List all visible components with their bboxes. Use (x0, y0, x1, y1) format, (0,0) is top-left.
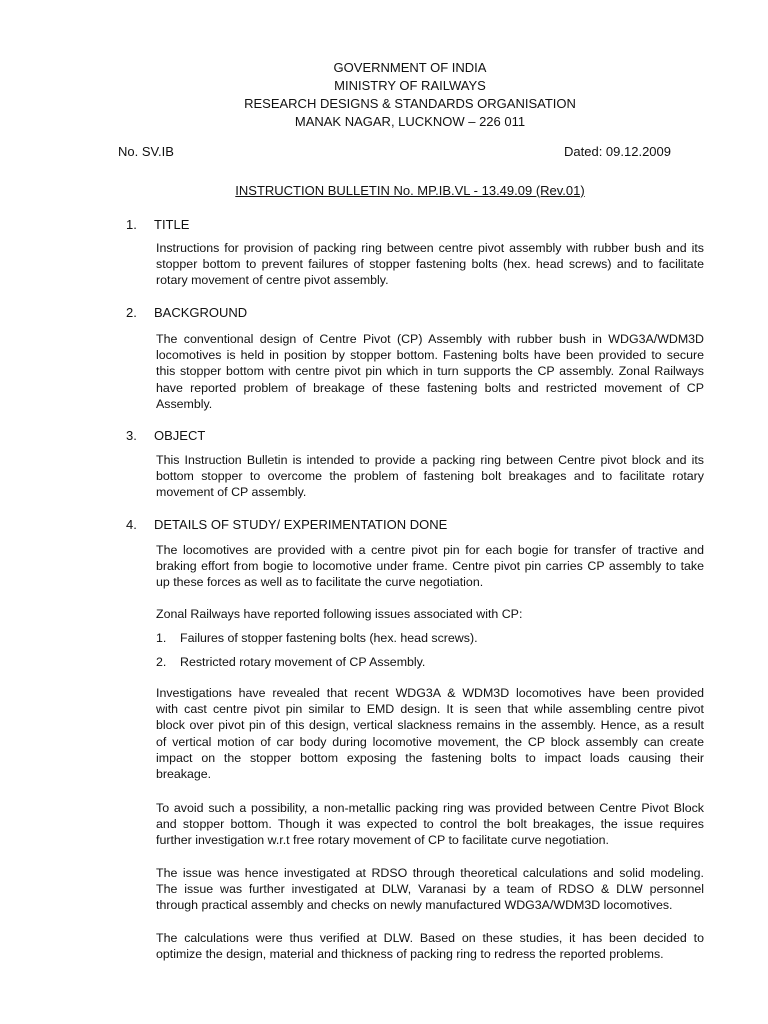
paragraph-line: Assembly. (156, 396, 213, 411)
section-object-body (156, 452, 704, 501)
paragraph-line: The calculations were thus verified at DLW. Based on these studies, it has been decided to (156, 931, 704, 945)
zonal-railways-intro (156, 606, 704, 622)
letterhead-line-address: MANAK NAGAR, LUCKNOW – 226 011 (294, 114, 526, 129)
section-heading-text: BACKGROUND (154, 305, 248, 320)
issue-list-item (156, 654, 425, 670)
section-heading-background (126, 305, 247, 321)
paragraph-line: breakage. (156, 767, 212, 782)
letterhead-line-ministry: MINISTRY OF RAILWAYS (334, 78, 486, 93)
paragraph-line: braking effort from bogie to locomotive under frame. Centre pivot pin carries CP assembly to take (156, 559, 704, 574)
paragraph-line: This Instruction Bulletin is intended to provide a packing ring between Centre pivot block and its (156, 453, 704, 467)
section-number: 2. (126, 305, 137, 320)
section-background-body (156, 331, 704, 412)
paragraph-line: optimize the design, material and thickness of packing ring to redress the reported problems. (156, 947, 664, 962)
letterhead (0, 59, 768, 131)
paragraph-line: with cast centre pivot pin similar to EMD design. It is seen that while assembling centre pivot (156, 702, 704, 717)
reference-number: No. SV.IB (118, 144, 174, 159)
paragraph-line: block over pivot pin of this design, vertical slackness remains in the assembly. Hence, as a result (156, 718, 704, 733)
bulletin-title: INSTRUCTION BULLETIN No. MP.IB.VL - 13.49.09 (Rev.01) (235, 183, 585, 198)
issue-number: 1. (156, 631, 167, 645)
letterhead-line-government: GOVERNMENT OF INDIA (333, 60, 487, 75)
paragraph-line: this stopper bottom with centre pivot pin which in turn supports the CP assembly. Zonal Railways (156, 364, 704, 379)
paragraph-line: The issue was further investigated at DLW, Varanasi by a team of RDSO & DLW personnel (156, 882, 704, 897)
section-heading-text: TITLE (154, 217, 190, 232)
packing-ring-paragraph (156, 800, 704, 849)
paragraph-line: Instructions for provision of packing ring between centre pivot assembly with rubber bush and its (156, 241, 704, 255)
paragraph-line: rotary movement of centre pivot assembly. (156, 273, 389, 288)
paragraph-line: The locomotives are provided with a centre pivot pin for each bogie for transfer of tractive and (156, 543, 704, 557)
paragraph-line: bottom stopper to overcome the problem of fastening bolt breakages and to facilitate rotary (156, 469, 704, 484)
investigation-paragraph (156, 685, 704, 782)
section-details-body (156, 542, 704, 591)
paragraph-line: The conventional design of Centre Pivot (CP) Assembly with rubber bush in WDG3A/WDM3D (156, 332, 704, 346)
issue-list-item (156, 630, 478, 646)
section-heading-object (126, 428, 205, 444)
issue-text: Restricted rotary movement of CP Assembly. (180, 655, 426, 669)
paragraph-line: impact on the stopper bottom exposing the fastening bolts to impact loads causing their (156, 750, 704, 765)
paragraph-line: of vertical motion of car body during locomotive movement, the CP block assembly can create (156, 734, 704, 749)
paragraph-line: Zonal Railways have reported following issues associated with CP: (156, 607, 523, 621)
paragraph-line: movement of CP assembly. (156, 485, 307, 500)
section-number: 4. (126, 517, 137, 532)
rdso-investigation-paragraph (156, 865, 704, 914)
issue-text: Failures of stopper fastening bolts (hex. head screws). (180, 631, 478, 645)
section-number: 1. (126, 217, 137, 232)
paragraph-line: The issue was hence investigated at RDSO through theoretical calculations and solid modeling. (156, 866, 704, 880)
section-heading-details (126, 517, 447, 533)
paragraph-line: through practical assembly and checks on newly manufactured WDG3A/WDM3D locomotives. (156, 898, 673, 913)
paragraph-line: further investigation w.r.t free rotary movement of CP to facilitate curve negotiation. (156, 833, 609, 848)
section-number: 3. (126, 428, 137, 443)
section-heading-text: OBJECT (154, 428, 206, 443)
reference-line (118, 144, 671, 160)
reference-date: Dated: 09.12.2009 (564, 144, 671, 159)
paragraph-line: up these forces as well as to facilitate the curve negotiation. (156, 575, 484, 590)
issue-number: 2. (156, 655, 167, 669)
section-heading-title (126, 217, 189, 233)
paragraph-line: stopper bottom to prevent failures of stopper fastening bolts (hex. head screws) and to facilitate (156, 257, 704, 272)
paragraph-line: have reported problem of breakage of these fastening bolts and restricted movement of CP (156, 380, 704, 395)
paragraph-line: To avoid such a possibility, a non-metallic packing ring was provided between Centre Pivot Block (156, 801, 704, 815)
letterhead-line-organisation: RESEARCH DESIGNS & STANDARDS ORGANISATION (244, 96, 576, 111)
paragraph-line: Investigations have revealed that recent WDG3A & WDM3D locomotives have been provided (156, 686, 704, 700)
conclusion-paragraph (156, 930, 704, 962)
paragraph-line: locomotives is held in position by stopper bottom. Fastening bolts have been provided to secure (156, 348, 704, 363)
section-heading-text: DETAILS OF STUDY/ EXPERIMENTATION DONE (154, 517, 448, 532)
paragraph-line: and stopper bottom. Though it was expected to control the bolt breakages, the issue requires (156, 817, 704, 832)
section-title-body (156, 240, 704, 289)
